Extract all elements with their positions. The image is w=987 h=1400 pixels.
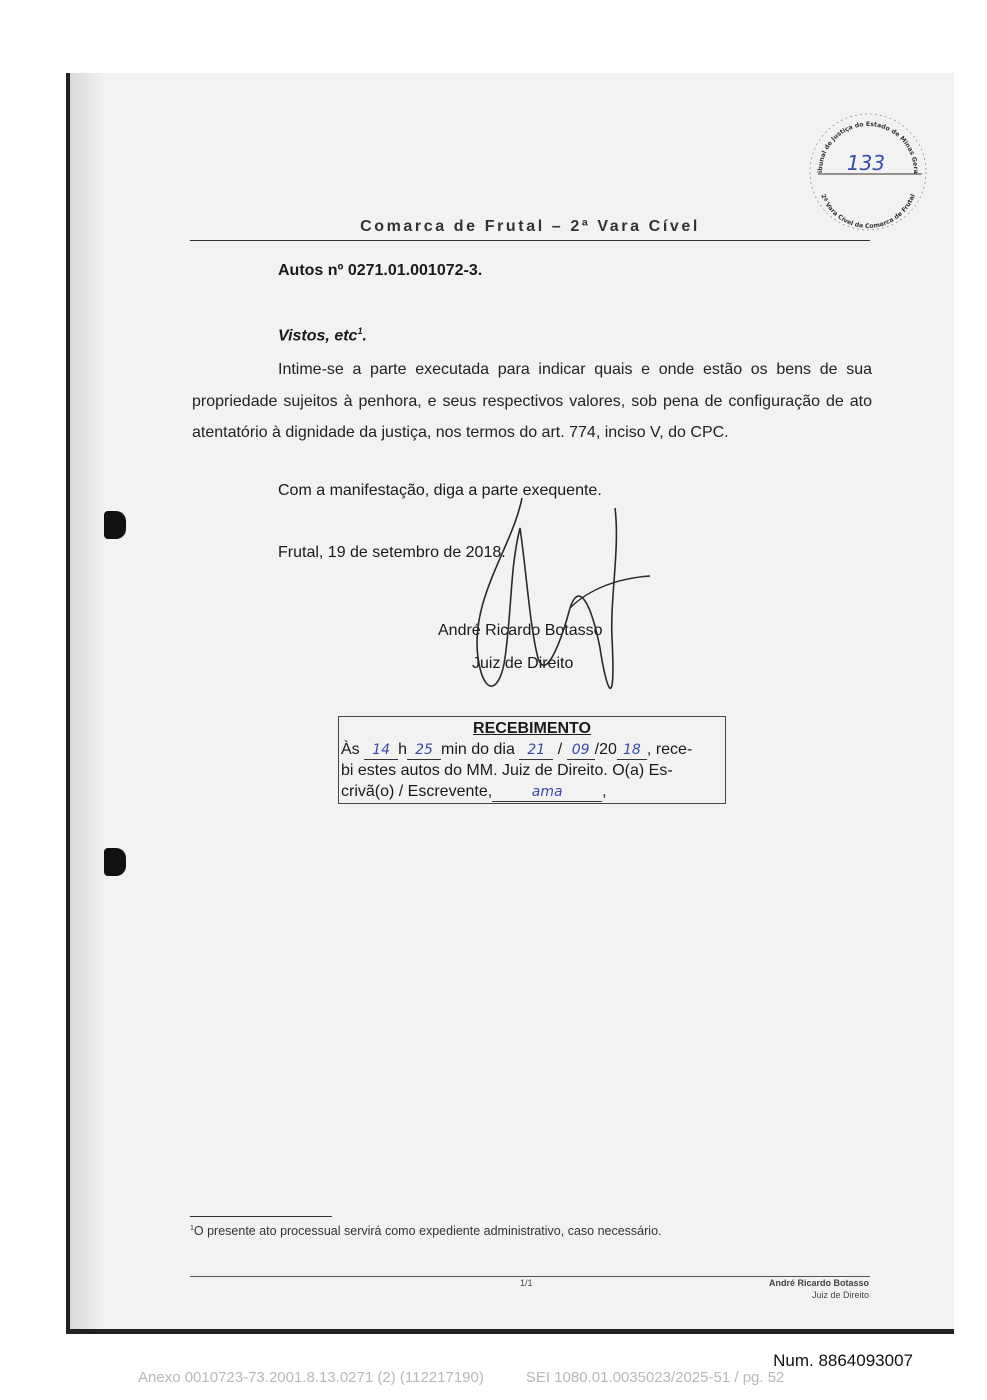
footnote: $^1$O presente ato processual servirá como expediente administrativo, caso necessário. (190, 1224, 662, 1238)
recebimento-box (338, 716, 726, 804)
recebimento-line-1: Às 14 h 25 min do dia 21 / 09 /20 18 , rece- (341, 741, 693, 758)
footer-signer-role: Juiz de Direito (811, 1290, 869, 1300)
page-shadow (70, 73, 104, 1333)
punch-hole-bottom (104, 848, 126, 876)
vistos-heading: Vistos, etc$^1$. (278, 326, 367, 345)
signer-role: Juiz de Direito (472, 655, 574, 672)
header-rule (190, 240, 870, 241)
recebimento-line-3: crivã(o) / Escrevente, ama , (341, 783, 607, 800)
recebimento-title: RECEBIMENTO (473, 720, 591, 737)
footnote-rule (190, 1216, 332, 1217)
stamp-top-text: ibunal de Justiça do Estado de Minas Gera (816, 120, 920, 174)
receipt-minute: 25 (415, 742, 433, 758)
stamp-bottom-text: 2ª Vara Cível da Comarca de Frutal (819, 193, 917, 231)
receipt-hour: 14 (372, 742, 391, 758)
page-left-edge (66, 73, 70, 1333)
handwritten-signature (450, 488, 650, 718)
receipt-day: 21 (527, 742, 546, 758)
recebimento-line-2: bi estes autos do MM. Juiz de Direito. O(a) Es- (341, 762, 673, 779)
footnote-ref: 1 (357, 326, 363, 336)
punch-hole-top (104, 511, 126, 539)
page-count: 1/1 (520, 1278, 533, 1288)
signer-name: André Ricardo Botasso (438, 622, 603, 639)
document-num: Num. 8864093007 (773, 1351, 913, 1370)
footer-signer-name: André Ricardo Botasso (768, 1278, 869, 1288)
court-header: Comarca de Frutal – 2ª Vara Cível (360, 218, 700, 235)
annex-line (138, 1369, 784, 1386)
receipt-year: 18 (623, 742, 641, 758)
manifest-paragraph: Com a manifestação, diga a parte exequente. (278, 482, 602, 499)
court-stamp (804, 108, 932, 236)
order-paragraph: Intime-se a parte executada para indicar quais e onde estão os bens de sua propriedade sujeitos à penhora, e seus respectivos valores, sob pena de configuração de ato atentatório à dignidade da justiça, nos termos do art. 774, inciso V, do CPC. (192, 361, 872, 441)
footer-rule (190, 1276, 870, 1277)
date-line: Frutal, 19 de setembro de 2018. (278, 544, 506, 561)
stamp-page-number: 133 (846, 151, 886, 175)
page-bottom-edge (66, 1329, 954, 1334)
receipt-initials: ama (531, 784, 563, 800)
sei-id: SEI 1080.01.0035023/2025-51 / pg. 52 (525, 1369, 785, 1386)
receipt-month: 09 (571, 742, 590, 758)
annex-id: Anexo 0010723-73.2001.8.13.0271 (2) (112217190) (138, 1369, 484, 1386)
case-number: Autos nº 0271.01.001072-3. (278, 262, 483, 279)
